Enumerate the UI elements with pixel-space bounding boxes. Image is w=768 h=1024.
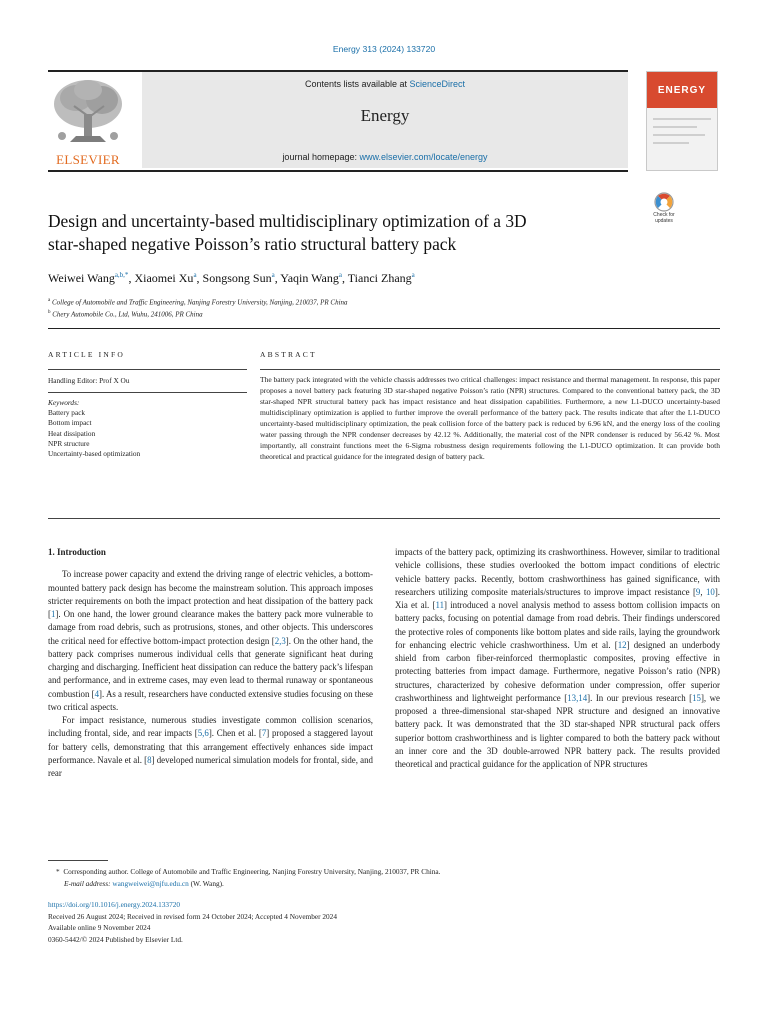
title-line-2: star-shaped negative Poisson’s ratio structural battery pack — [48, 234, 457, 254]
footnote-rule — [48, 860, 108, 861]
citation-ref[interactable]: 13,14 — [567, 692, 588, 703]
journal-citation[interactable]: Energy 313 (2024) 133720 — [332, 44, 436, 54]
crossmark-label-line-2: updates — [655, 217, 673, 224]
body-column-right — [395, 546, 720, 771]
article-title — [48, 210, 608, 256]
keyword: NPR structure — [48, 438, 90, 448]
paragraph-text: ]. On the other hand, the battery pack comprises numerous individual cells that generate significant heat during charging and discharging. Inefficient heat dissipation can reduce the battery pack’s lifespan and performance, and in extreme cases, may even lead to thermal runaway or spontaneous combustion [ — [48, 635, 373, 699]
author-name[interactable]: Weiwei Wang — [48, 271, 115, 285]
citation-ref[interactable]: 12 — [617, 639, 627, 650]
keyword: Heat dissipation — [48, 428, 96, 438]
header-rule-bottom — [48, 170, 628, 172]
author-name[interactable]: Xiaomei Xu — [134, 271, 194, 285]
paragraph-text: ]. On one hand, the lower ground clearance makes the battery pack more vulnerable to damage from road debris, such as protrusions, stones, and other objects. This underscores the critical need for effective bottom-impact protection design [ — [48, 609, 373, 646]
crossmark-icon — [647, 192, 681, 212]
paragraph-text: For impact resistance, numerous studies investigate common collision scenarios, including frontal, side, and rear impacts [ — [48, 715, 373, 739]
elsevier-wordmark: ELSEVIER — [56, 152, 120, 167]
cover-line — [653, 118, 711, 120]
affiliation-list — [48, 296, 648, 320]
paragraph-text: impacts of the battery pack, optimizing its crashworthiness. However, similar to traditional vehicle collisions, these studies overlooked the bottom impact conditions of electric vehicle battery packs. Recently, bottom crashworthiness has gained significance, with researchers utilizing composite materials/structures to improve impact resistance [ — [395, 547, 720, 597]
handling-editor: Handling Editor: Prof X Ou — [48, 376, 130, 385]
body-paragraph — [48, 714, 373, 780]
paragraph-text: ] proposed a staggered layout for battery cells, demonstrating that this arrangement effectively enhances side impact performance. Navale et al. [ — [48, 728, 373, 765]
journal-name: Energy — [360, 106, 410, 125]
author-affiliation-marker[interactable]: a,b,* — [114, 271, 129, 279]
affiliation-marker: a — [48, 298, 51, 303]
article-info-heading: ARTICLE INFO — [48, 350, 125, 359]
elsevier-logo[interactable] — [48, 76, 128, 168]
sciencedirect-link[interactable]: ScienceDirect — [409, 79, 466, 89]
body-paragraph — [48, 568, 373, 714]
citation-ref[interactable]: 5,6 — [197, 728, 209, 739]
crossmark-label — [647, 213, 681, 224]
affiliation-text: Chery Automobile Co., Ltd, Wuhu, 241006, PR China — [52, 310, 203, 319]
cover-line — [653, 126, 697, 128]
paragraph-text: ] designed an underbody shield from carbon fiber-reinforced thermoplastic composites, proving effective in protecting batteries from impact damage. Furthermore, negative Poisson’s ratio (NPR) structures, characterized by cohesive deformation under compression, offer superior crashworthiness and lightweight performance [ — [395, 639, 721, 703]
keyword: Bottom impact — [48, 418, 92, 428]
author-affiliation-marker[interactable]: a — [338, 271, 342, 279]
journal-banner — [142, 72, 628, 168]
paragraph-text: ], we proposed a three-dimensional star-shaped NPR structure and designed an innovative battery pack. It was demonstrated that the 3D star-shaped NPR structural pack offers superior bottom crashworthiness and is lighter compared to both the battery pack without an inner core and the 3D double-arrowed NPR battery pack. The results provided theoretical and practical guidance for the application of NPR structures — [395, 692, 720, 769]
author-affiliation-marker[interactable]: a — [271, 271, 275, 279]
author-name[interactable]: Songsong Sun — [202, 271, 272, 285]
received-dates: Received 26 August 2024; Received in revised form 24 October 2024; Accepted 4 November 2024 — [48, 911, 337, 921]
crossmark-label-line-1: Check for — [653, 212, 675, 218]
keyword: Uncertainty-based optimization — [48, 449, 141, 459]
article-info-rule — [48, 392, 247, 393]
footnotes — [48, 866, 720, 889]
body-column-left — [48, 546, 373, 780]
email-link[interactable]: wangweiwei@njfu.edu.cn — [112, 878, 189, 888]
copyright: 0360-5442/© 2024 Published by Elsevier Ltd. — [48, 934, 183, 944]
affiliation-text: College of Automobile and Traffic Engineering, Nanjing Forestry University, Nanjing, 210037, PR China — [51, 298, 348, 307]
email-label: E-mail address: — [64, 878, 111, 888]
paragraph-text: ] introduced a novel analysis method to assess bottom collision impacts on battery packs, focusing on potential damage from road debris. Their findings underscored the protective roles of components like bottom plates and side rails, laying the groundwork for enhancing electric vehicle crashworthiness. Um et al. [ — [395, 600, 720, 650]
abstract-heading: ABSTRACT — [260, 350, 317, 359]
journal-cover-thumbnail[interactable] — [646, 71, 718, 171]
section-heading-introduction: 1. Introduction — [48, 547, 106, 557]
title-line-1: Design and uncertainty-based multidisciplinary optimization of a 3D — [48, 211, 527, 231]
cover-title: ENERGY — [657, 85, 707, 96]
title-block-rule — [48, 328, 720, 329]
author-separator: , — [196, 271, 203, 285]
paragraph-text: To increase power capacity and extend the driving range of electric vehicles, a bottom-mounted battery pack design has become the mainstream solution. This approach imposes stricter requirements on both the impact protection and heat dissipation of the battery pack [ — [48, 569, 373, 619]
email-suffix: (W. Wang). — [188, 878, 224, 888]
homepage-link[interactable]: www.elsevier.com/locate/energy — [359, 152, 488, 162]
affiliation — [48, 296, 648, 308]
body-paragraph — [395, 546, 720, 771]
author-affiliation-marker[interactable]: a — [411, 271, 415, 279]
journal-homepage — [142, 152, 628, 162]
keywords-heading: Keywords: — [48, 398, 80, 407]
author-list — [48, 271, 648, 286]
publication-info — [48, 899, 720, 945]
author-separator: , — [274, 271, 281, 285]
paragraph-text: ] developed numerical simulation models for frontal, side, and rear — [48, 754, 373, 778]
citation-ref[interactable]: 11 — [435, 600, 445, 610]
citation-ref[interactable]: 10 — [705, 586, 715, 597]
corresponding-author-text: Corresponding author. College of Automobile and Traffic Engineering, Nanjing Forestry University, Nanjing, 210037, PR China. — [63, 867, 441, 876]
contents-prefix: Contents lists available at — [304, 79, 410, 89]
footnote-star: * — [56, 867, 60, 876]
contents-availability — [142, 79, 628, 89]
author-name[interactable]: Tianci Zhang — [347, 271, 412, 285]
email-line — [48, 878, 720, 890]
homepage-prefix: journal homepage: — [282, 152, 360, 162]
keyword: Battery pack — [48, 408, 86, 418]
check-for-updates-badge[interactable] — [647, 192, 681, 228]
paragraph-text: ]. In our previous research [ — [587, 692, 693, 703]
abstract-text: The battery pack integrated with the vehicle chassis addresses two critical challenges: impact resistance and thermal management. In response, this paper proposes a novel battery pack featuring 3D star-shaped negative Poisson’s ratio (NPR) structures. Compared to the conventional battery pack, the 3D star-shaped NPR structural battery pack has impact resistance and heat dissipation capabilities. Furthermore, a new L1-DUCO uncertainty-based multidisciplinary optimization is applied to further improve the overall performance of the battery pack. The results indicate that after the L1-DUCO uncertainty-based multidisciplinary optimization, the peak collision force of the battery pack is reduced by 6.96 kN, and the energy loss of the cooling water passing through the NPR condenser decreases by 42.12 %. Additionally, the material cost of the NPR condenser is reduced by 56.42 %. Most importantly, all constraint functions meet the 6-Sigma robustness design requirements following the L1-DUCO optimization. It can provide both theoretical and practical guidance for the integrated design of battery pack. — [260, 375, 720, 461]
elsevier-tree-icon — [48, 76, 128, 150]
citation-ref[interactable]: 8 — [147, 754, 152, 765]
affiliation-marker: b — [48, 309, 51, 315]
citation-ref[interactable]: 4 — [94, 688, 100, 699]
corresponding-author-note — [48, 866, 720, 878]
paragraph-text: , — [700, 586, 706, 597]
citation-ref[interactable]: 7 — [261, 728, 267, 739]
author-name[interactable]: Yaqin Wang — [280, 271, 339, 285]
keywords-block — [48, 398, 140, 459]
paragraph-text: ]. Xia et al. [ — [395, 586, 720, 610]
author-separator: , — [128, 271, 135, 285]
abstract-rule — [260, 369, 720, 370]
citation-ref[interactable]: 2,3 — [274, 635, 286, 646]
citation-ref[interactable]: 9 — [695, 586, 701, 597]
doi-link[interactable]: https://doi.org/10.1016/j.energy.2024.133720 — [48, 900, 181, 909]
citation-ref[interactable]: 1 — [50, 609, 56, 619]
paragraph-text: ]. Chen et al. [ — [208, 728, 262, 739]
abstract-end-rule — [48, 518, 720, 519]
paragraph-text: ]. As a result, researchers have conducted extensive studies focusing on these two critical aspects. — [48, 688, 373, 712]
cover-line — [653, 142, 689, 144]
affiliation — [48, 308, 648, 320]
available-online: Available online 9 November 2024 — [48, 923, 151, 932]
cover-line — [653, 134, 705, 136]
article-info-rule — [48, 369, 247, 370]
author-affiliation-marker[interactable]: a — [193, 271, 197, 279]
citation-ref[interactable]: 15 — [692, 692, 701, 703]
author-separator: , — [341, 271, 348, 285]
